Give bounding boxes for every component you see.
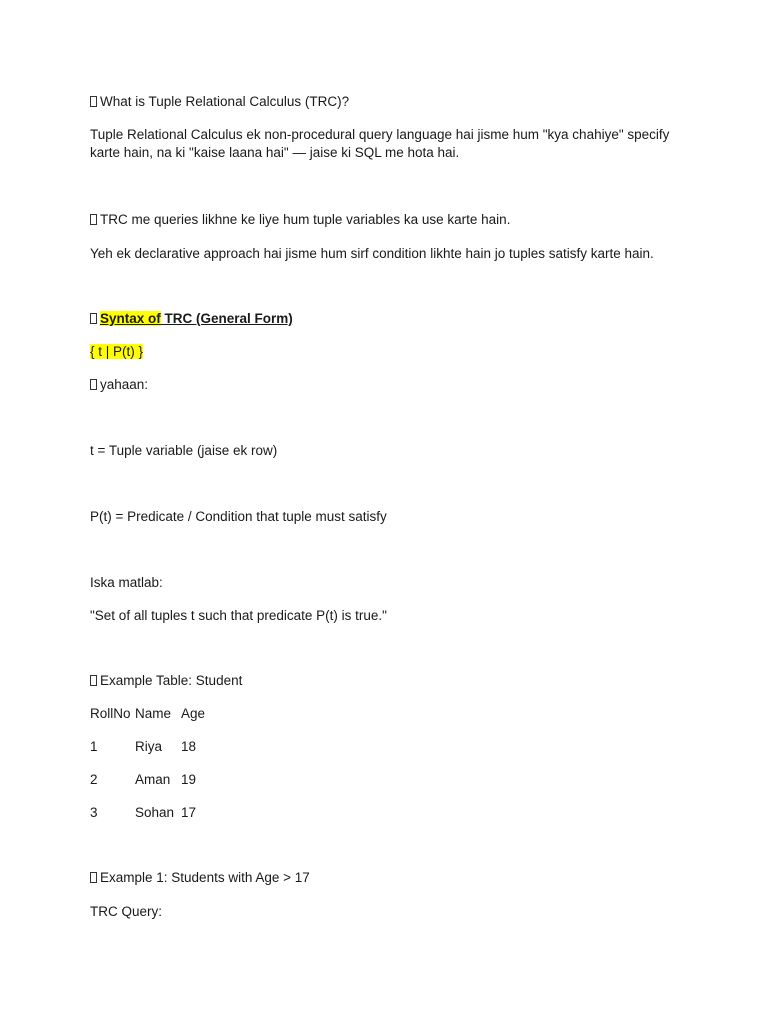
def-pt: P(t) = Predicate / Condition that tuple must satisfy [90, 509, 387, 524]
table-cell-age: 17 [181, 805, 197, 820]
missing-glyph-icon [90, 675, 97, 686]
table-cell-rollno: 2 [90, 772, 98, 787]
missing-glyph-icon [90, 313, 97, 324]
table-cell-name: Aman [135, 772, 171, 787]
example1-heading: Example 1: Students with Age > 17 [100, 870, 310, 885]
table-cell-age: 19 [181, 772, 197, 787]
table-cell-name: Sohan [135, 805, 175, 820]
iska-matlab: Iska matlab: [90, 575, 163, 590]
table-cell-name: Riya [135, 739, 163, 754]
example1-heading-line [90, 869, 310, 887]
table-header-age: Age [181, 706, 206, 721]
trc-note: TRC me queries likhne ke liye hum tuple variables ka use karte hain. [100, 212, 511, 227]
q1-heading: What is Tuple Relational Calculus (TRC)? [100, 94, 350, 109]
q1-heading-line [90, 93, 349, 111]
meaning-text: "Set of all tuples t such that predicate P(t) is true." [90, 608, 387, 623]
missing-glyph-icon [90, 96, 97, 107]
syntax-heading-rest: TRC (General Form) [160, 311, 293, 326]
table-header-name: Name [135, 706, 172, 721]
missing-glyph-icon [90, 379, 97, 390]
trc-note-line [90, 211, 510, 229]
syntax-formula-line [90, 343, 143, 361]
syntax-heading-highlight: Syntax of [100, 311, 161, 326]
syntax-heading-line [90, 310, 293, 328]
missing-glyph-icon [90, 214, 97, 225]
yahaan-label: yahaan: [100, 377, 149, 392]
example-table-heading: Example Table: Student [100, 673, 243, 688]
table-cell-rollno: 1 [90, 739, 98, 754]
def-t: t = Tuple variable (jaise ek row) [90, 443, 278, 458]
trc-note-body: Yeh ek declarative approach hai jisme hum sirf condition likhte hain jo tuples satisfy karte hain. [90, 246, 654, 261]
table-cell-rollno: 3 [90, 805, 98, 820]
example-table-heading-line [90, 672, 242, 690]
yahaan-line [90, 376, 148, 394]
q1-body: Tuple Relational Calculus ek non-procedural query language hai jisme hum "kya chahiye" specify karte hain, na ki "kaise laana hai" — jaise ki SQL me hota hai. [90, 127, 670, 160]
table-header-rollno: RollNo [90, 706, 131, 721]
missing-glyph-icon [90, 872, 97, 883]
table-cell-age: 18 [181, 739, 197, 754]
syntax-formula: { t | P(t) } [90, 344, 144, 359]
trc-query-label: TRC Query: [90, 904, 163, 919]
